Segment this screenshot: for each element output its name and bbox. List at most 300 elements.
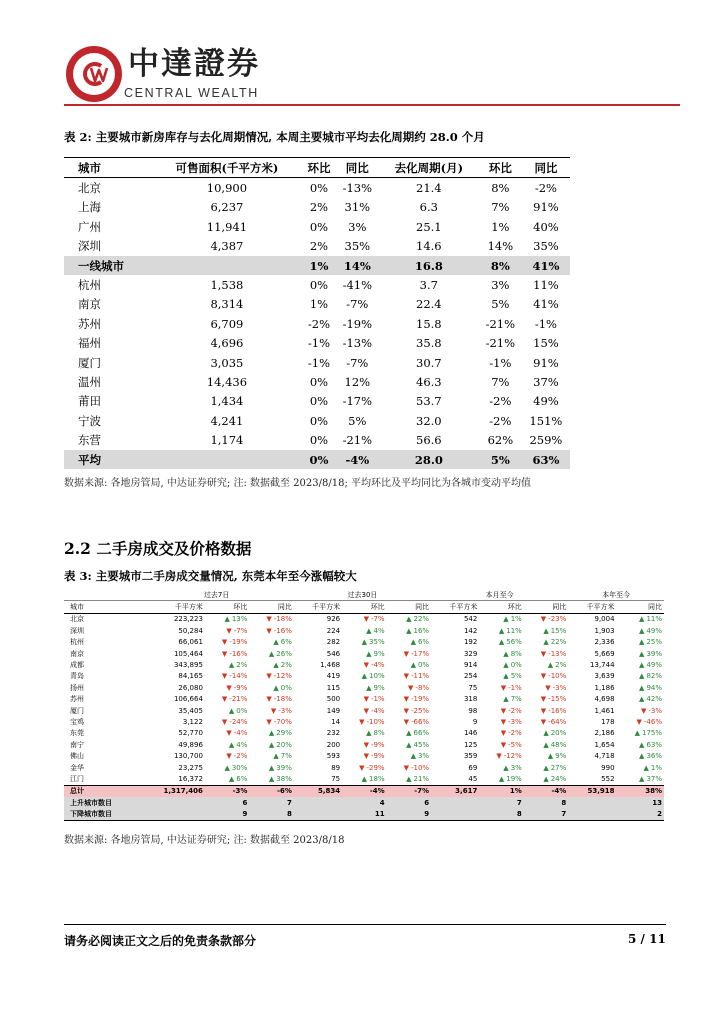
table3-cell: ▲ 37% [617, 773, 664, 785]
table3-cell: ▲ 35% [342, 637, 386, 648]
table3-cell: ▲ 20% [249, 739, 293, 750]
table2-cell: 35.8 [416, 336, 442, 351]
table3-cell: ▲ 8% [342, 728, 386, 739]
table3-cell: ▼ -1% [479, 682, 523, 693]
table2-cell: 11,941 [206, 219, 248, 234]
table3-cell: -6% [249, 785, 293, 797]
table2-cell: 宁波 [78, 413, 101, 428]
table3-cell: ▲ 5% [479, 671, 523, 682]
footer-disclaimer: 请务必阅读正文之后的免责条款部分 [64, 934, 257, 948]
table2-cell: -1% [307, 336, 331, 351]
table3-cell: ▲ 30% [205, 762, 249, 773]
table3-cell: ▲ 2% [205, 659, 249, 670]
table3-cell: 7 [249, 797, 293, 808]
table3-cell: 546 [326, 649, 341, 658]
table3-cell: ▲ 9% [524, 750, 568, 761]
table3-cell: 146 [463, 729, 478, 738]
table2-cell: 22.4 [416, 297, 442, 312]
table3-cell: ▲ 26% [249, 648, 293, 659]
table2-cell: 53.7 [416, 394, 442, 409]
table3-cell: 南京 [70, 649, 84, 658]
table3-cell: 115 [326, 683, 341, 692]
table3-header-cell: 同比 [617, 601, 664, 613]
table3-cell: 6 [387, 797, 431, 808]
table3-cell: 130,700 [173, 752, 203, 761]
table3-cell: ▼ -16% [249, 625, 293, 636]
table2-cell: 7% [491, 374, 510, 389]
table3-cell: 359 [463, 752, 478, 761]
table3-cell: ▲ 38% [249, 773, 293, 785]
table3-cell: ▲ 6% [387, 637, 431, 648]
table2-row [64, 217, 570, 236]
table3-cell: 16,372 [178, 774, 203, 783]
table2-row [64, 372, 570, 391]
table3-cell: ▲ 3% [387, 750, 431, 761]
table3-cell: ▲ 20% [524, 728, 568, 739]
table3-cell: 552 [601, 774, 615, 783]
table2-cell: 14% [487, 239, 514, 254]
table2-cell: 0% [309, 278, 329, 293]
table3-cell: 深圳 [70, 626, 84, 635]
table2-cell: 一线城市 [64, 256, 152, 275]
table3-cell: ▼ -5% [479, 739, 523, 750]
table3-cell: ▼ -16% [524, 705, 568, 716]
table2-cell: 8% [491, 181, 510, 196]
table2-cell: 2% [309, 200, 329, 215]
table2-cell: -1% [307, 355, 331, 370]
table2-cell: 平均 [64, 450, 152, 469]
table3-cell: ▼ -11% [387, 671, 431, 682]
table3-cell: 3,617 [431, 785, 479, 797]
table3-cell: ▼ -9% [342, 750, 386, 761]
table3-cell: ▲ 6% [249, 637, 293, 648]
table3-cell: 9 [205, 808, 249, 820]
table3-cell: 3,122 [182, 717, 203, 726]
table3-cell: 8 [249, 808, 293, 820]
table3-cell: 1,461 [594, 706, 615, 715]
brand-name-cn: 中達證券 [128, 46, 260, 82]
table3-cell: 178 [601, 717, 615, 726]
table2-cell: -7% [346, 355, 369, 370]
table3-cell: 52,770 [178, 729, 203, 738]
table3-cell: 南宁 [70, 740, 84, 749]
table3-cell: 125 [463, 740, 478, 749]
brand-name-en: CENTRAL WEALTH [124, 86, 259, 100]
table3-cell: ▼ -23% [524, 613, 568, 625]
table3-cell: 5,669 [594, 649, 615, 658]
table3-cell: ▲ 94% [617, 682, 664, 693]
table3-cell: ▲ 82% [617, 671, 664, 682]
table2-cell: 56.6 [416, 433, 442, 448]
table3-cell: 45 [468, 774, 478, 783]
table2-row [64, 237, 570, 256]
table3-cell: ▼ -10% [342, 716, 386, 727]
table2-header-cell: 去化周期(月) [379, 158, 479, 178]
table3-cell: 金华 [70, 763, 84, 772]
section-title: 2.2 二手房成交及价格数据 [64, 539, 252, 558]
table3-cell: ▲ 11% [617, 613, 664, 625]
table2-cell: -17% [342, 394, 373, 409]
table3-cell: 4,698 [594, 695, 615, 704]
table3-cell: 7 [524, 808, 568, 820]
table3-cell: ▼ -9% [342, 739, 386, 750]
table3-cell: ▲ 16% [387, 625, 431, 636]
table2-cell: 3% [348, 219, 367, 234]
table3-cell: 2,186 [594, 729, 615, 738]
table2-cell: 1% [309, 297, 329, 312]
table2-cell: 北京 [78, 181, 101, 196]
second-hand-transaction-table [64, 589, 664, 821]
table2-cell: 8% [479, 256, 522, 275]
table3-cell: ▲ 25% [617, 637, 664, 648]
table3-cell: 成都 [70, 661, 84, 670]
table3-cell: 厦门 [70, 706, 84, 715]
table3-cell: ▼ -3% [617, 705, 664, 716]
table2-cell: 10,900 [206, 181, 248, 196]
table2-cell: 3,035 [210, 355, 244, 370]
table3-cell: ▲ 3% [479, 762, 523, 773]
table3-cell: 6 [205, 797, 249, 808]
table2-cell: 62% [487, 433, 514, 448]
table2-cell: 3% [491, 278, 510, 293]
table2-cell: 0% [309, 374, 329, 389]
table3-cell [431, 808, 479, 820]
table2-cell: 28.0 [379, 450, 479, 469]
table2-cell: 0% [302, 450, 336, 469]
table2-row [64, 392, 570, 411]
table3-cell: 总计 [64, 785, 139, 797]
table3-cell: 青岛 [70, 672, 84, 681]
table3-cell: 苏州 [70, 695, 84, 704]
table2-header-cell: 环比 [302, 158, 336, 178]
table3-cell: ▼ -66% [387, 716, 431, 727]
table2-cell: -41% [342, 278, 373, 293]
table3-cell: ▲ 15% [524, 625, 568, 636]
table2-cell: 厦门 [78, 355, 101, 370]
table3-cell: ▲ 48% [524, 739, 568, 750]
table2-cell: 苏州 [78, 316, 101, 331]
table2-cell: -1% [534, 316, 557, 331]
table3-cell: ▼ -16% [205, 648, 249, 659]
table3-cell: 4,718 [594, 752, 615, 761]
table3-cell: 江门 [70, 774, 84, 783]
table2-row [64, 314, 570, 333]
table3-cell: ▲ 42% [617, 694, 664, 705]
table2-cell: 46.3 [416, 374, 442, 389]
table2-cell: -7% [346, 297, 369, 312]
table3-row [64, 613, 664, 625]
table3-cell: -4% [524, 785, 568, 797]
table2-row [64, 450, 570, 469]
table2-cell: 41% [533, 297, 559, 312]
table3-cell: 224 [326, 626, 341, 635]
table3-cell: ▼ -4% [342, 659, 386, 670]
table3-cell: ▼ -70% [249, 716, 293, 727]
table3-header-cell: 千平方米 [431, 601, 479, 613]
table3-cell: ▲ 8% [479, 648, 523, 659]
table3-cell: 343,895 [173, 661, 203, 670]
table2-row [64, 430, 570, 449]
table3-cell [568, 808, 616, 820]
table3-cell: ▼ -64% [524, 716, 568, 727]
table2-cell: -13% [342, 336, 373, 351]
table3-cell: ▲ 9% [342, 648, 386, 659]
table2-cell: -21% [485, 316, 516, 331]
central-wealth-logo [64, 44, 124, 104]
table3-cell: ▼ -25% [387, 705, 431, 716]
table3-cell: 23,275 [178, 763, 203, 772]
table2-cell: -4% [336, 450, 379, 469]
table3-cell: 149 [326, 706, 341, 715]
table3-cell [139, 808, 205, 820]
table2-cell: -1% [489, 355, 512, 370]
table2-cell: -2% [489, 413, 512, 428]
table3-cell: ▲ 39% [617, 648, 664, 659]
table3-cell: ▲ 4% [205, 739, 249, 750]
table3-cell: ▲ 18% [342, 773, 386, 785]
table2-cell: 49% [533, 394, 559, 409]
table3-cell: 69 [468, 763, 478, 772]
table2-cell: -21% [342, 433, 373, 448]
table3-cell: 2 [617, 808, 664, 820]
table3-group-header: 过去30日 [294, 589, 431, 601]
table3-cell: 9,004 [594, 615, 615, 624]
table3-group-header: 本年至今 [568, 589, 664, 601]
table3-cell: 192 [463, 638, 478, 647]
table2-cell: -13% [342, 181, 373, 196]
table3-cell: 318 [463, 695, 478, 704]
table3-cell: ▼ -2% [479, 705, 523, 716]
table3-cell: 142 [463, 626, 478, 635]
table3-cell: 扬州 [70, 683, 84, 692]
table3-cell: ▲ 49% [617, 659, 664, 670]
table3-cell: ▼ -7% [342, 613, 386, 625]
table3-cell: ▼ -19% [205, 637, 249, 648]
table2-cell: 东营 [78, 433, 101, 448]
table3-cell [139, 797, 205, 808]
table2-cell: -2% [534, 181, 557, 196]
table3-cell: 1,317,406 [139, 785, 205, 797]
table3-cell: ▲ 21% [387, 773, 431, 785]
table3-cell: ▼ -9% [205, 682, 249, 693]
table3-cell: ▲ 6% [205, 773, 249, 785]
table3-cell: 329 [463, 649, 478, 658]
table3-cell: 38% [617, 785, 664, 797]
table3-cell: 下降城市数目 [64, 808, 139, 820]
table3-cell: ▼ -12% [249, 671, 293, 682]
table3-row [64, 739, 664, 750]
table2-cell: 0% [309, 219, 329, 234]
table2-cell: 温州 [78, 374, 101, 389]
table2-cell: 35% [533, 239, 559, 254]
table2-cell: 4,241 [210, 413, 244, 428]
table3-row [64, 625, 664, 636]
table2-cell [152, 256, 302, 275]
table3-header-cell: 千平方米 [139, 601, 205, 613]
page-number: 5 / 11 [628, 932, 666, 946]
table3-cell: ▲ 0% [387, 659, 431, 670]
table3-cell: 4 [342, 797, 386, 808]
table2-cell: 1,538 [210, 278, 244, 293]
table3-cell: ▼ -29% [342, 762, 386, 773]
table2-cell: 广州 [78, 219, 101, 234]
table2-cell: 12% [344, 374, 371, 389]
table2-cell: 15.8 [416, 316, 442, 331]
table2-cell: 1% [491, 219, 510, 234]
table2-header-cell: 同比 [522, 158, 570, 178]
table3-header-cell: 环比 [205, 601, 249, 613]
table3-cell: 8 [524, 797, 568, 808]
table3-cell: 53,918 [568, 785, 616, 797]
table3-cell: -3% [205, 785, 249, 797]
table3-cell: ▼ -13% [524, 648, 568, 659]
table3-cell: ▲ 66% [387, 728, 431, 739]
table3-cell [431, 797, 479, 808]
table2-cell: 6,709 [210, 316, 244, 331]
table3-header-cell: 千平方米 [568, 601, 616, 613]
table3-cell: 8 [479, 808, 523, 820]
table2-cell: 91% [533, 200, 559, 215]
table3-cell: 13,744 [590, 661, 615, 670]
table3-group-blank [64, 589, 139, 601]
table3-cell: ▲ 0% [479, 659, 523, 670]
table3-header-cell: 城市 [64, 601, 139, 613]
table3-group-header: 本月至今 [431, 589, 568, 601]
table2-cell: 5% [491, 297, 510, 312]
table2-cell: 14,436 [206, 374, 248, 389]
table3-cell: 84,165 [178, 672, 203, 681]
table3-row [64, 648, 664, 659]
table3-cell: 上升城市数目 [64, 797, 139, 808]
table3-cell: ▼ -2% [479, 728, 523, 739]
new-home-inventory-table [64, 157, 570, 469]
table3-cell: ▼ -3% [524, 682, 568, 693]
table3-cell: 1,468 [320, 661, 341, 670]
table3-cell: 26,080 [178, 683, 203, 692]
table2-cell: 30.7 [416, 355, 442, 370]
table2-cell: 15% [533, 336, 559, 351]
table3-cell: 66,061 [178, 638, 203, 647]
table3-cell: 13 [617, 797, 664, 808]
table3-cell: ▼ -19% [387, 694, 431, 705]
table3-header-cell: 千平方米 [294, 601, 342, 613]
table3-cell: ▲ 22% [387, 613, 431, 625]
footer-divider [64, 924, 666, 925]
table2-header-cell: 同比 [336, 158, 379, 178]
table2-cell: -2% [489, 394, 512, 409]
table3-cell: 9 [472, 717, 478, 726]
table2-cell: 41% [522, 256, 570, 275]
table3-cell: ▲ 11% [479, 625, 523, 636]
table2-cell: 福州 [78, 336, 101, 351]
table3-cell: 254 [463, 672, 478, 681]
table2-cell: 5% [348, 413, 367, 428]
table3-cell: 宝鸡 [70, 717, 84, 726]
table3-header-cell: 环比 [342, 601, 386, 613]
table3-cell: ▼ -24% [205, 716, 249, 727]
table3-cell: ▲ 7% [479, 694, 523, 705]
table3-cell: ▼ -18% [249, 694, 293, 705]
table3-cell: ▲ 36% [617, 750, 664, 761]
header-divider [64, 104, 680, 106]
table3-cell: ▲ 29% [249, 728, 293, 739]
table3-cell: ▲ 22% [524, 637, 568, 648]
table3-group-header: 过去7日 [139, 589, 293, 601]
table3-cell: 35,405 [178, 706, 203, 715]
table3-cell: 1,654 [594, 740, 615, 749]
table2-cell: 杭州 [78, 278, 101, 293]
table3-cell: 419 [326, 672, 341, 681]
table2-cell: 南京 [78, 297, 101, 312]
table3-row [64, 773, 664, 785]
table3-cell: ▲ 49% [617, 625, 664, 636]
table2-cell: -19% [342, 316, 373, 331]
table3-header-cell: 环比 [479, 601, 523, 613]
table3-cell: 282 [326, 638, 341, 647]
table3-cell: 98 [468, 706, 478, 715]
table3-cell: ▲ 175% [617, 728, 664, 739]
table2-row [64, 295, 570, 314]
table2-cell: 31% [344, 200, 371, 215]
table3-cell: -7% [387, 785, 431, 797]
table2-cell: 深圳 [78, 239, 101, 254]
table2-cell: 5% [479, 450, 522, 469]
table3-cell: ▼ -4% [342, 705, 386, 716]
table3-cell: ▼ -3% [479, 716, 523, 727]
table2-cell: 40% [533, 219, 559, 234]
table3-cell: 223,223 [173, 615, 203, 624]
table2-cell: 1,434 [210, 394, 244, 409]
table3-cell: ▼ -15% [524, 694, 568, 705]
table3-cell: 914 [463, 661, 478, 670]
table2-cell: 莆田 [78, 394, 101, 409]
table3-cell: ▲ 2% [249, 659, 293, 670]
table3-header-cell: 同比 [249, 601, 293, 613]
table3-cell: ▲ 7% [249, 750, 293, 761]
table3-cell [294, 808, 342, 820]
table3-cell: ▲ 63% [617, 739, 664, 750]
table3-cell: ▼ -10% [524, 671, 568, 682]
table2-cell: 0% [309, 181, 329, 196]
table3-header-cell: 同比 [387, 601, 431, 613]
table3-cell: ▲ 19% [479, 773, 523, 785]
table2-cell: 91% [533, 355, 559, 370]
table3-cell: ▼ -46% [617, 716, 664, 727]
table2-cell: 11% [533, 278, 559, 293]
table3-row [64, 750, 664, 761]
table2-row [64, 178, 570, 198]
table3-total-row [64, 785, 664, 797]
table3-cell: ▼ -10% [387, 762, 431, 773]
table3-row [64, 659, 664, 670]
table2-cell: 6.3 [419, 200, 438, 215]
table3-cell: ▼ -8% [387, 682, 431, 693]
table3-cell: 200 [326, 740, 341, 749]
table3-cell: 75 [331, 774, 341, 783]
table3-cell: 14 [331, 717, 341, 726]
table3-cell: 50,284 [178, 626, 203, 635]
table2-cell: 4,387 [210, 239, 244, 254]
table2-row [64, 198, 570, 217]
table3-row [64, 762, 664, 773]
table2-source: 数据来源: 各地房管局, 中达证券研究; 注: 数据截至 2023/8/18; 平均环比及平均同比为各城市变动平均值 [64, 478, 532, 489]
table3-cell: 东莞 [70, 729, 84, 738]
table2-cell: 14% [336, 256, 379, 275]
table3-cell: ▲ 13% [205, 613, 249, 625]
table2-cell: 1,174 [210, 433, 244, 448]
table3-down-count-row [64, 808, 664, 820]
table3-cell: ▲ 4% [342, 625, 386, 636]
